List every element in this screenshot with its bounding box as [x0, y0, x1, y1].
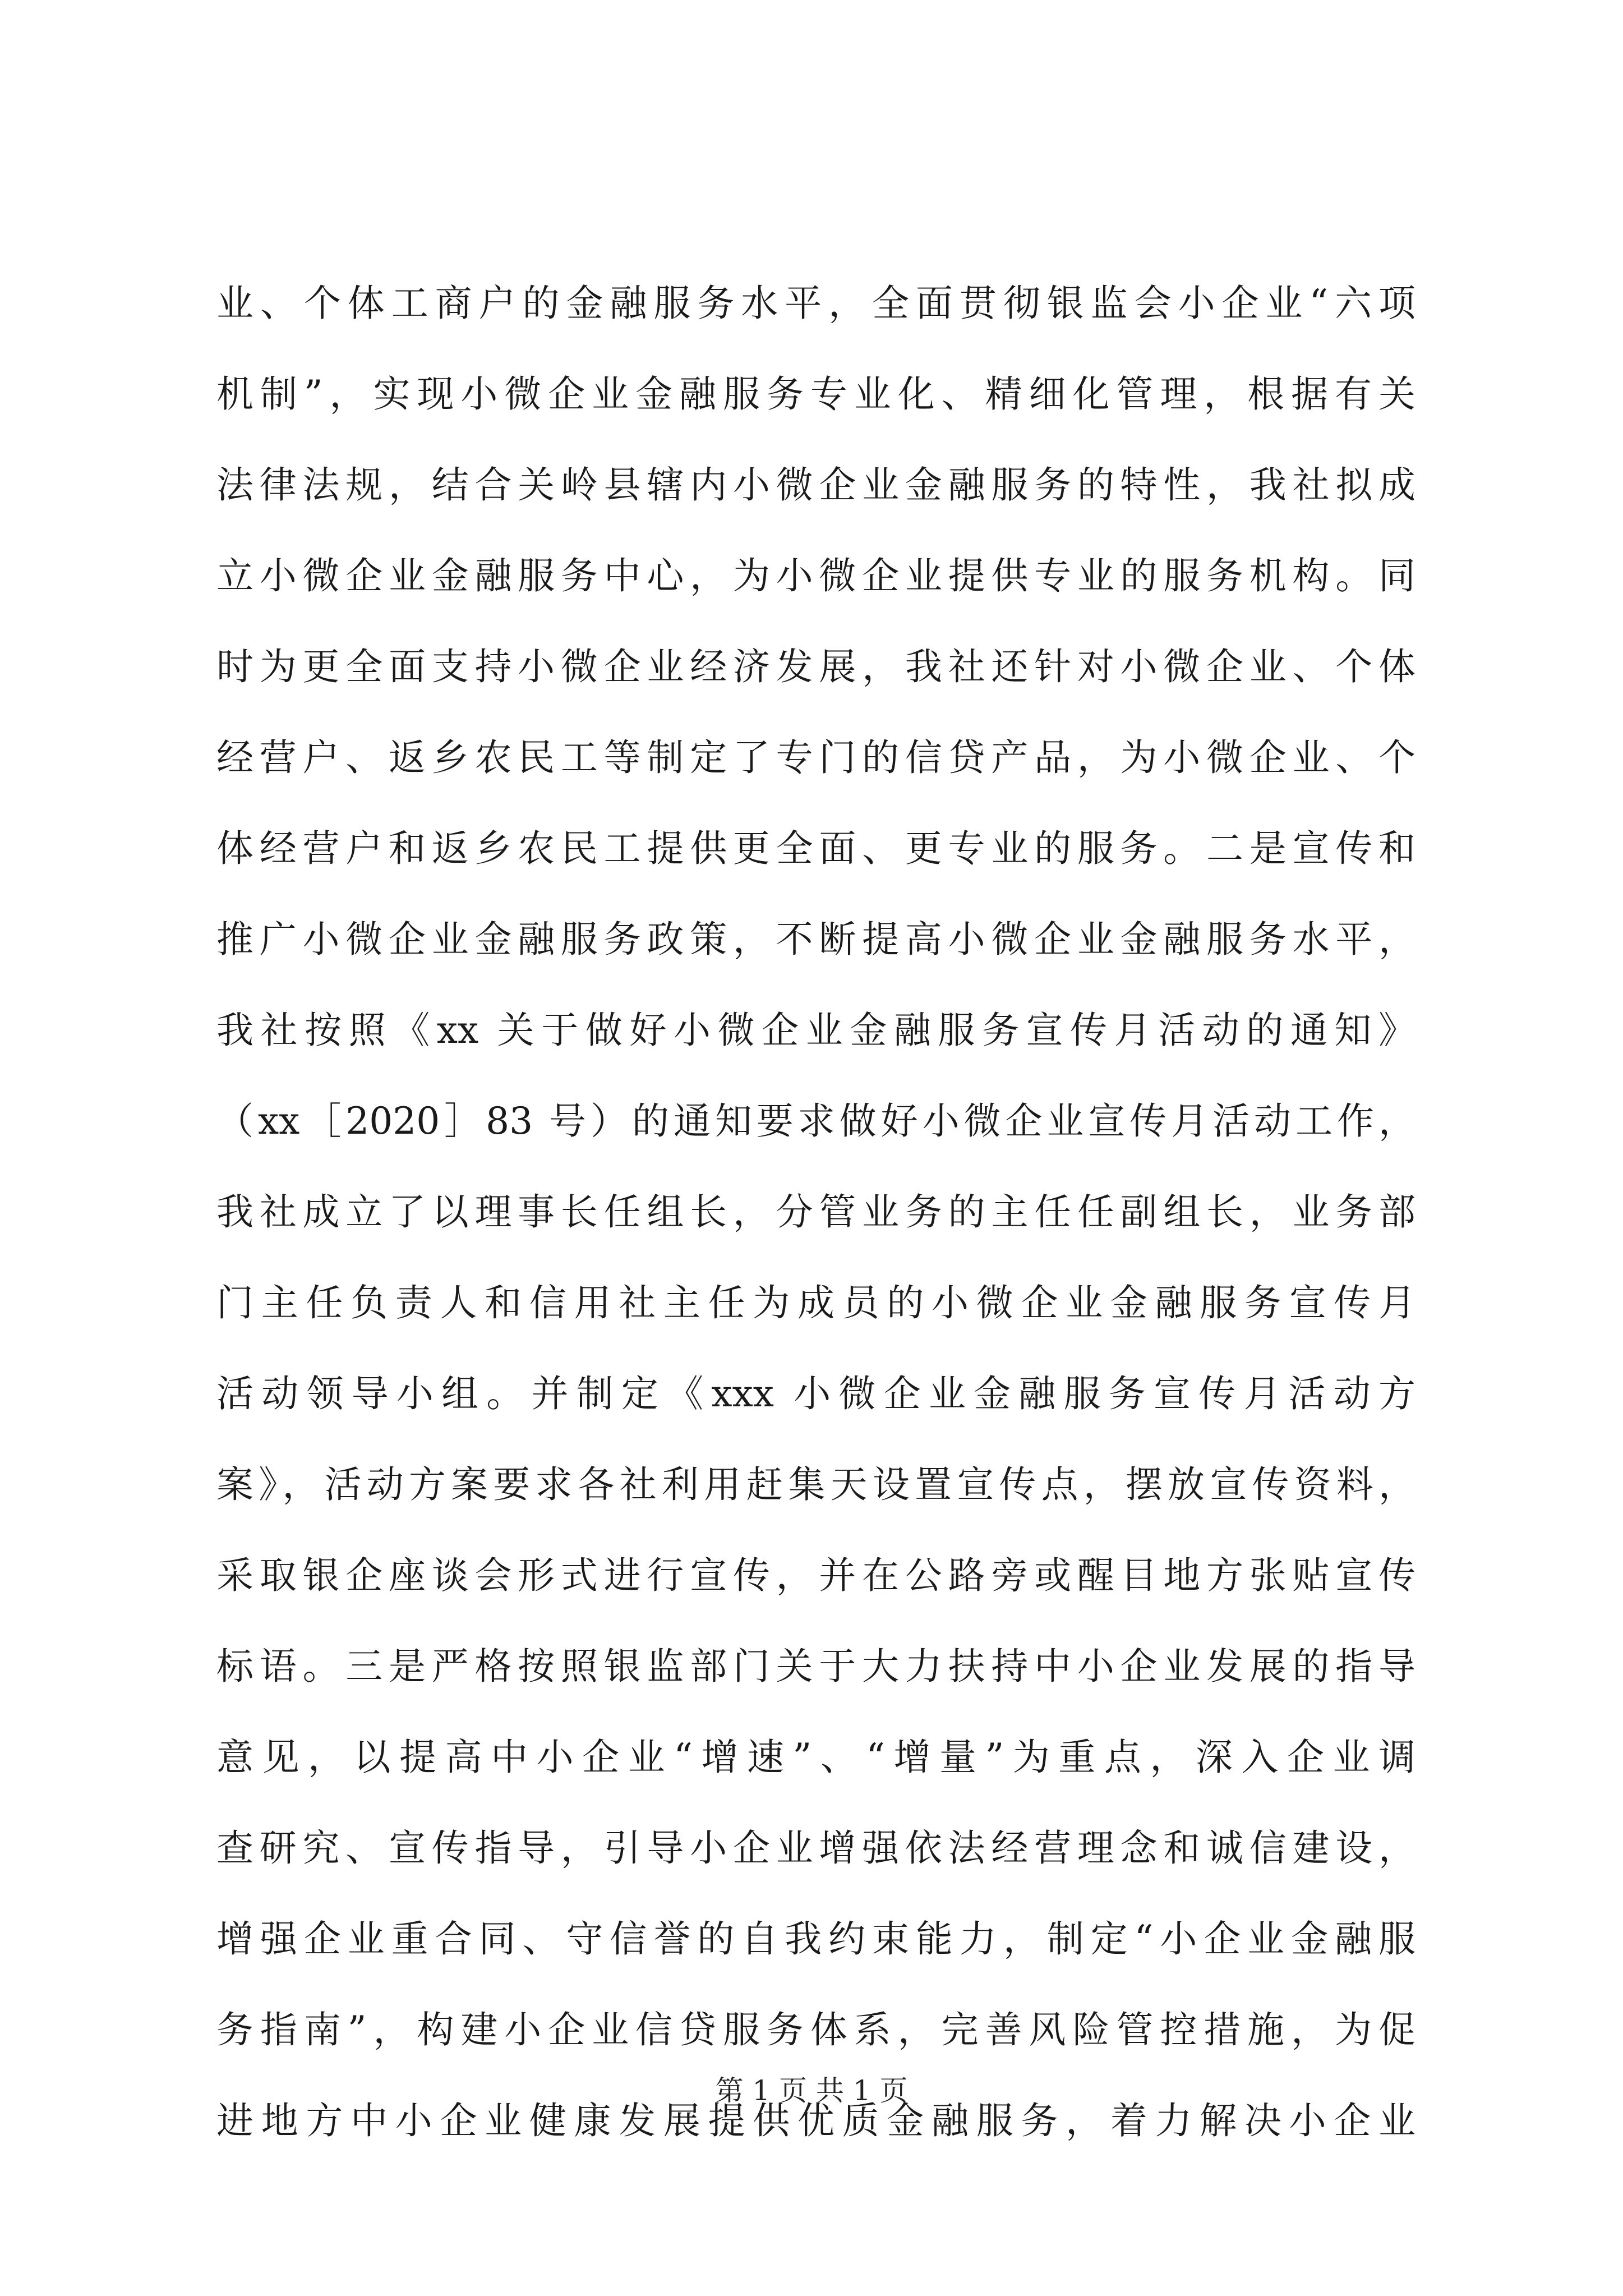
text-line: 立小微企业金融服务中心，为小微企业提供专业的服务机构。同 [216, 554, 1415, 597]
text-line: 法律法规，结合关岭县辖内小微企业金融服务的特性，我社拟成 [216, 463, 1415, 507]
text-line: 时为更全面支持小微企业经济发展，我社还针对小微企业、个体 [216, 645, 1415, 688]
text-line: 业、个体工商户的金融服务水平，全面贯彻银监会小企业“六项 [216, 282, 1415, 325]
text-line: 案》，活动方案要求各社利用赶集天设置宣传点，摆放宣传资料， [216, 1463, 1415, 1506]
text-line: 活动领导小组。并制定《xxx 小微企业金融服务宣传月活动方 [216, 1372, 1415, 1415]
text-line: 机制”，实现小微企业金融服务专业化、精细化管理，根据有关 [216, 372, 1415, 416]
text-line: （xx［2020］83 号）的通知要求做好小微企业宣传月活动工作， [216, 1099, 1415, 1143]
text-line: 我社成立了以理事长任组长，分管业务的主任任副组长，业务部 [216, 1190, 1415, 1234]
page-number-footer: 第 1 页 共 1 页 [715, 2074, 908, 2107]
text-line: 我社按照《xx 关于做好小微企业金融服务宣传月活动的通知》 [216, 1009, 1415, 1052]
text-line: 经营户、返乡农民工等制定了专门的信贷产品，为小微企业、个 [216, 736, 1415, 779]
text-line: 采取银企座谈会形式进行宣传，并在公路旁或醒目地方张贴宣传 [216, 1554, 1415, 1597]
text-line: 增强企业重合同、守信誉的自我约束能力，制定“小企业金融服 [216, 1917, 1415, 1961]
body-text [216, 258, 1415, 2166]
text-line: 门主任负责人和信用社主任为成员的小微企业金融服务宣传月 [216, 1281, 1415, 1324]
text-line: 查研究、宣传指导，引导小企业增强依法经营理念和诚信建设， [216, 1826, 1415, 1870]
text-line: 进地方中小企业健康发展提供优质金融服务，着力解决小企业 [216, 2099, 1415, 2142]
text-line: 体经营户和返乡农民工提供更全面、更专业的服务。二是宣传和 [216, 827, 1415, 870]
text-line: 务指南”，构建小企业信贷服务体系，完善风险管控措施，为促 [216, 2008, 1415, 2051]
text-line: 推广小微企业金融服务政策，不断提高小微企业金融服务水平， [216, 918, 1415, 961]
text-line: 标语。三是严格按照银监部门关于大力扶持中小企业发展的指导 [216, 1645, 1415, 1688]
text-line: 意见，以提高中小企业“增速”、“增量”为重点，深入企业调 [216, 1736, 1415, 1779]
